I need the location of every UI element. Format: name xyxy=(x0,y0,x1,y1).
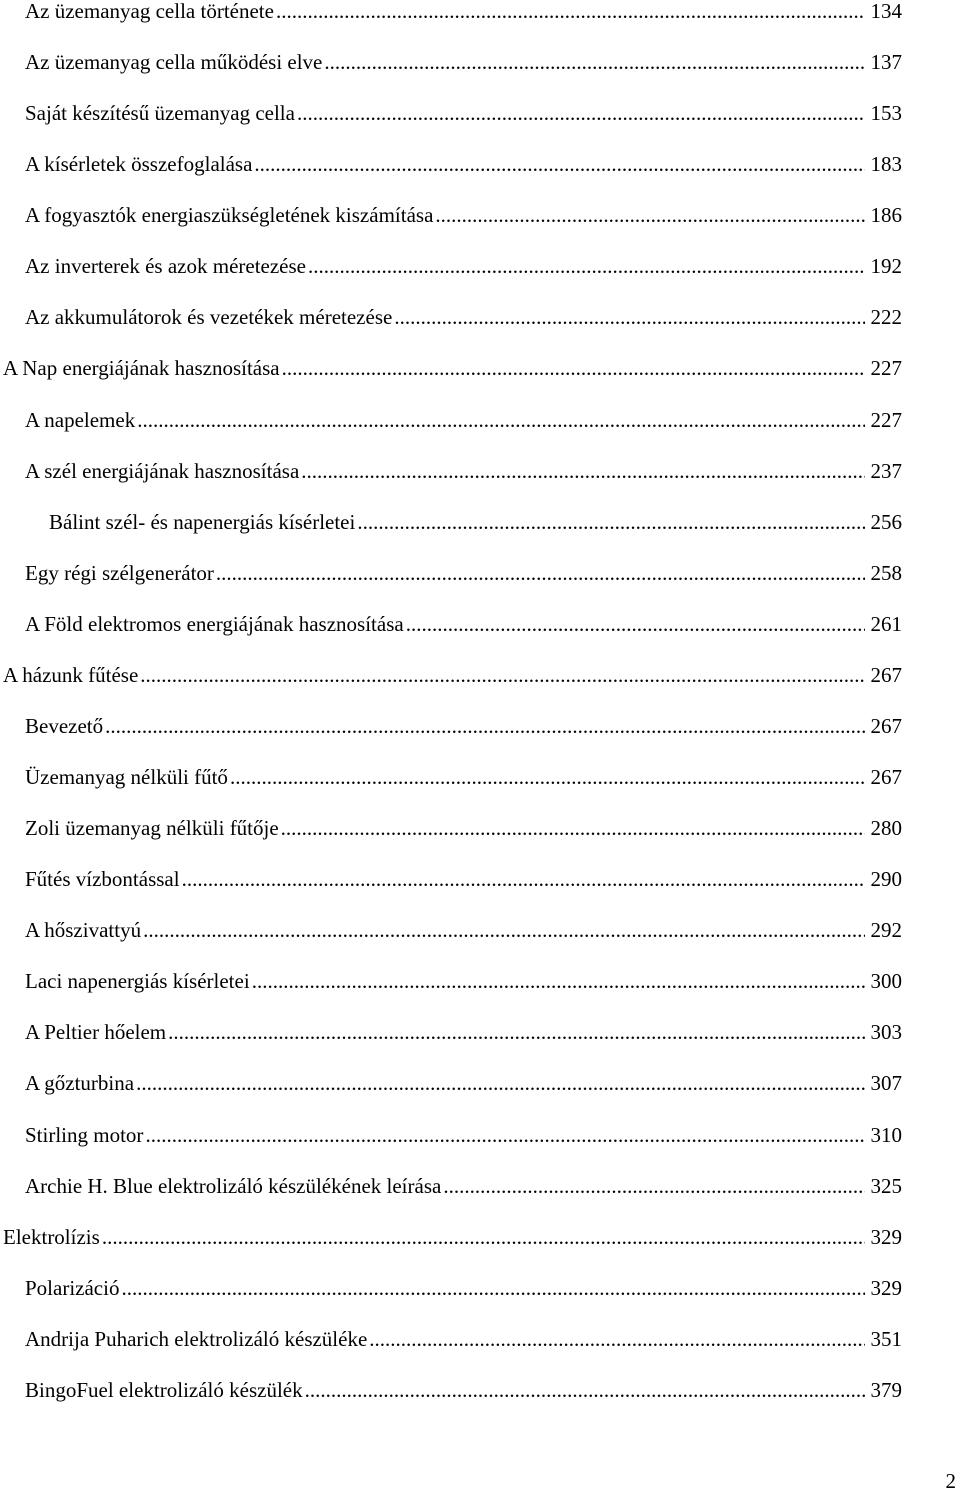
toc-entry[interactable] xyxy=(0,762,902,792)
toc-entry-page: 310 xyxy=(865,1120,903,1150)
toc-dot-leader xyxy=(305,1375,865,1405)
toc-dot-leader xyxy=(308,251,865,281)
toc-entry-page: 290 xyxy=(865,864,903,894)
toc-entry[interactable] xyxy=(0,1273,902,1303)
toc-entry-page: 186 xyxy=(865,200,903,230)
toc-entry-title: A Nap energiájának hasznosítása xyxy=(3,353,282,383)
toc-entry-title: A kísérletek összefoglalása xyxy=(25,149,254,179)
toc-entry-title: Saját készítésű üzemanyag cella xyxy=(25,98,297,128)
toc-entry-title: Egy régi szélgenerátor xyxy=(25,558,216,588)
toc-entry-page: 153 xyxy=(865,98,903,128)
toc-entry-title: Üzemanyag nélküli fűtő xyxy=(25,762,230,792)
toc-dot-leader xyxy=(136,1068,864,1098)
toc-dot-leader xyxy=(230,762,865,792)
toc-entry-title: Stirling motor xyxy=(25,1120,145,1150)
toc-entry[interactable] xyxy=(0,405,902,435)
toc-entry-page: 227 xyxy=(865,353,903,383)
toc-entry[interactable] xyxy=(0,200,902,230)
toc-entry[interactable] xyxy=(0,1222,902,1252)
toc-entry[interactable] xyxy=(0,1171,902,1201)
toc-entry[interactable] xyxy=(0,915,902,945)
toc-entry-title: Polarizáció xyxy=(25,1273,121,1303)
toc-entry[interactable] xyxy=(0,609,902,639)
toc-entry[interactable] xyxy=(0,507,902,537)
toc-entry-page: 134 xyxy=(865,0,903,26)
toc-dot-leader xyxy=(145,1120,864,1150)
toc-entry[interactable] xyxy=(0,1120,902,1150)
toc-entry[interactable] xyxy=(0,353,902,383)
toc-entry[interactable] xyxy=(0,1324,902,1354)
toc-dot-leader xyxy=(105,711,864,741)
toc-dot-leader xyxy=(276,0,865,26)
toc-entry[interactable] xyxy=(0,302,902,332)
toc-entry-title: A hőszivattyú xyxy=(25,915,143,945)
toc-entry-page: 237 xyxy=(865,456,903,486)
toc-entry-title: A Peltier hőelem xyxy=(25,1017,168,1047)
toc-dot-leader xyxy=(324,47,864,77)
toc-dot-leader xyxy=(435,200,864,230)
toc-entry-title: A napelemek xyxy=(25,405,137,435)
toc-dot-leader xyxy=(357,507,864,537)
toc-entry-title: BingoFuel elektrolizáló készülék xyxy=(25,1375,305,1405)
toc-entry-page: 137 xyxy=(865,47,903,77)
toc-entry-page: 329 xyxy=(865,1222,903,1252)
toc-entry-title: Andrija Puharich elektrolizáló készüléke xyxy=(25,1324,369,1354)
toc-entry[interactable] xyxy=(0,47,902,77)
toc-dot-leader xyxy=(168,1017,864,1047)
toc-entry-page: 183 xyxy=(865,149,903,179)
toc-entry[interactable] xyxy=(0,149,902,179)
toc-dot-leader xyxy=(252,966,865,996)
toc-entry-title: A szél energiájának hasznosítása xyxy=(25,456,301,486)
toc-entry[interactable] xyxy=(0,711,902,741)
toc-entry-page: 280 xyxy=(865,813,903,843)
toc-entry-title: Zoli üzemanyag nélküli fűtője xyxy=(25,813,281,843)
toc-entry[interactable] xyxy=(0,966,902,996)
toc-dot-leader xyxy=(121,1273,864,1303)
toc-entry-page: 267 xyxy=(865,762,903,792)
toc-dot-leader xyxy=(297,98,865,128)
toc-entry-page: 222 xyxy=(865,302,903,332)
toc-entry[interactable] xyxy=(0,558,902,588)
toc-entry-title: A fogyasztók energiaszükségletének kiszámítása xyxy=(25,200,435,230)
toc-entry-page: 307 xyxy=(865,1068,903,1098)
toc-entry-page: 303 xyxy=(865,1017,903,1047)
toc-entry[interactable] xyxy=(0,0,902,26)
toc-entry-page: 300 xyxy=(865,966,903,996)
toc-dot-leader xyxy=(254,149,864,179)
toc-entry-page: 329 xyxy=(865,1273,903,1303)
toc-dot-leader xyxy=(406,609,865,639)
toc-entry-page: 192 xyxy=(865,251,903,281)
toc-entry[interactable] xyxy=(0,1375,902,1405)
toc-entry-title: Bevezető xyxy=(25,711,105,741)
toc-entry-page: 351 xyxy=(865,1324,903,1354)
toc-entry-page: 379 xyxy=(865,1375,903,1405)
toc-entry[interactable] xyxy=(0,1017,902,1047)
toc-entry[interactable] xyxy=(0,98,902,128)
toc-entry-title: A házunk fűtése xyxy=(3,660,140,690)
toc-entry[interactable] xyxy=(0,864,902,894)
toc-entry-title: Az akkumulátorok és vezetékek méretezése xyxy=(25,302,394,332)
toc-entry-title: Fűtés vízbontással xyxy=(25,864,182,894)
toc-entry-title: Bálint szél- és napenergiás kísérletei xyxy=(49,507,357,537)
toc-entry[interactable] xyxy=(0,1068,902,1098)
toc-entry-title: Az inverterek és azok méretezése xyxy=(25,251,308,281)
toc-entry-title: A gőzturbina xyxy=(25,1068,136,1098)
toc-entry-page: 267 xyxy=(865,660,903,690)
toc-dot-leader xyxy=(216,558,865,588)
toc-dot-leader xyxy=(281,813,865,843)
toc-entry-page: 227 xyxy=(865,405,903,435)
toc-entry[interactable] xyxy=(0,251,902,281)
toc-dot-leader xyxy=(102,1222,865,1252)
toc-entry-title: Laci napenergiás kísérletei xyxy=(25,966,252,996)
toc-entry-page: 256 xyxy=(865,507,903,537)
toc-entry[interactable] xyxy=(0,660,902,690)
toc-dot-leader xyxy=(394,302,864,332)
toc-entry-title: Archie H. Blue elektrolizáló készülékének leírása xyxy=(25,1171,443,1201)
toc-entry-page: 325 xyxy=(865,1171,903,1201)
toc-dot-leader xyxy=(182,864,865,894)
toc-dot-leader xyxy=(301,456,864,486)
toc-dot-leader xyxy=(137,405,864,435)
toc-entry-page: 267 xyxy=(865,711,903,741)
toc-entry-page: 258 xyxy=(865,558,903,588)
toc-dot-leader xyxy=(282,353,865,383)
toc-dot-leader xyxy=(443,1171,864,1201)
toc-entry-title: Az üzemanyag cella működési elve xyxy=(25,47,324,77)
toc-dot-leader xyxy=(369,1324,864,1354)
toc-entry-title: Elektrolízis xyxy=(3,1222,102,1252)
toc-entry[interactable] xyxy=(0,813,902,843)
toc-dot-leader xyxy=(140,660,864,690)
toc-entry[interactable] xyxy=(0,456,902,486)
toc-entry-title: A Föld elektromos energiájának hasznosítása xyxy=(25,609,406,639)
toc-entry-title: Az üzemanyag cella története xyxy=(25,0,276,26)
page-number: 2 xyxy=(945,1469,956,1493)
toc-entry-page: 261 xyxy=(865,609,903,639)
toc-entry-page: 292 xyxy=(865,915,903,945)
toc-dot-leader xyxy=(143,915,864,945)
